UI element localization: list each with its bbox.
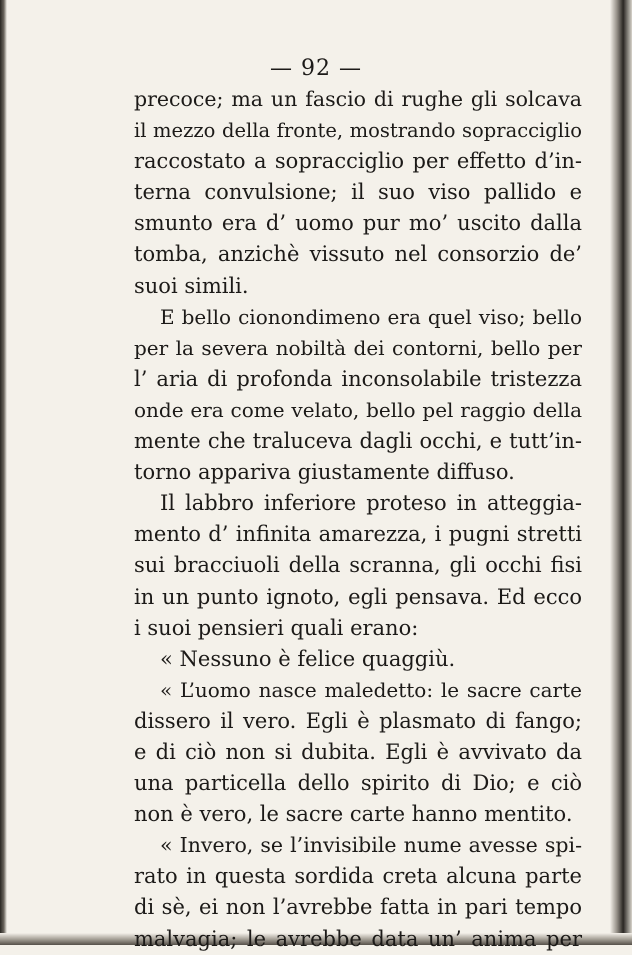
text-line: « Invero, se l’invisibile nume avesse spi- (160, 833, 582, 858)
page-left-shadow (0, 0, 7, 945)
text-line: precoce; ma un fascio di rughe gli solcava (134, 87, 582, 111)
text-line: malvagia; le avrebbe data un’ anima per (134, 926, 582, 951)
text-line: tomba, anzichè vissuto nel consorzio de’ (134, 242, 582, 267)
page-number: — 92 — (270, 56, 362, 81)
text-line: torno appariva giustamente diffuso. (134, 460, 515, 485)
page-right-shadow (610, 0, 632, 945)
body-text (134, 84, 582, 955)
text-line: Il labbro inferiore proteso in atteggia- (160, 491, 582, 516)
text-line: di sè, ei non l’avrebbe fatta in pari tempo (134, 895, 582, 920)
text-line: « Nessuno è felice quaggiù. (160, 646, 456, 671)
text-line: una particella dello spirito di Dio; e ciò (134, 771, 582, 796)
text-line: l’ aria di profonda inconsolabile tristezza (134, 366, 582, 391)
text-line: smunto era d’ uomo pur mo’ uscito dalla (134, 211, 582, 236)
text-line: non è vero, le sacre carte hanno mentito. (134, 802, 573, 827)
text-line: i suoi pensieri quali erano: (134, 615, 419, 640)
text-line: il mezzo della fronte, mostrando sopracciglio (134, 119, 582, 143)
text-line: mento d’ infinita amarezza, i pugni stretti (134, 522, 582, 547)
text-line: E bello cionondimeno era quel viso; bello (160, 304, 582, 329)
text-line: per la severa nobiltà dei contorni, bello per (134, 335, 582, 360)
text-line: sui bracciuoli della scranna, gli occhi fisi (134, 553, 582, 578)
text-line: suoi simili. (134, 273, 249, 298)
text-line: mente che traluceva dagli occhi, e tutt’in- (134, 429, 582, 454)
text-line: raccostato a sopracciglio per effetto d’in- (134, 149, 582, 174)
text-line: dissero il vero. Egli è plasmato di fango; (134, 708, 582, 733)
text-line: rato in questa sordida creta alcuna parte (134, 864, 582, 889)
text-line: « L’uomo nasce maledetto: le sacre carte (160, 677, 582, 702)
text-line: in un punto ignoto, egli pensava. Ed ecco (134, 584, 582, 609)
text-line: onde era come velato, bello pel raggio della (134, 397, 582, 422)
text-line: e di ciò non si dubita. Egli è avvivato da (134, 739, 582, 764)
text-line: terna convulsione; il suo viso pallido e (134, 180, 582, 205)
